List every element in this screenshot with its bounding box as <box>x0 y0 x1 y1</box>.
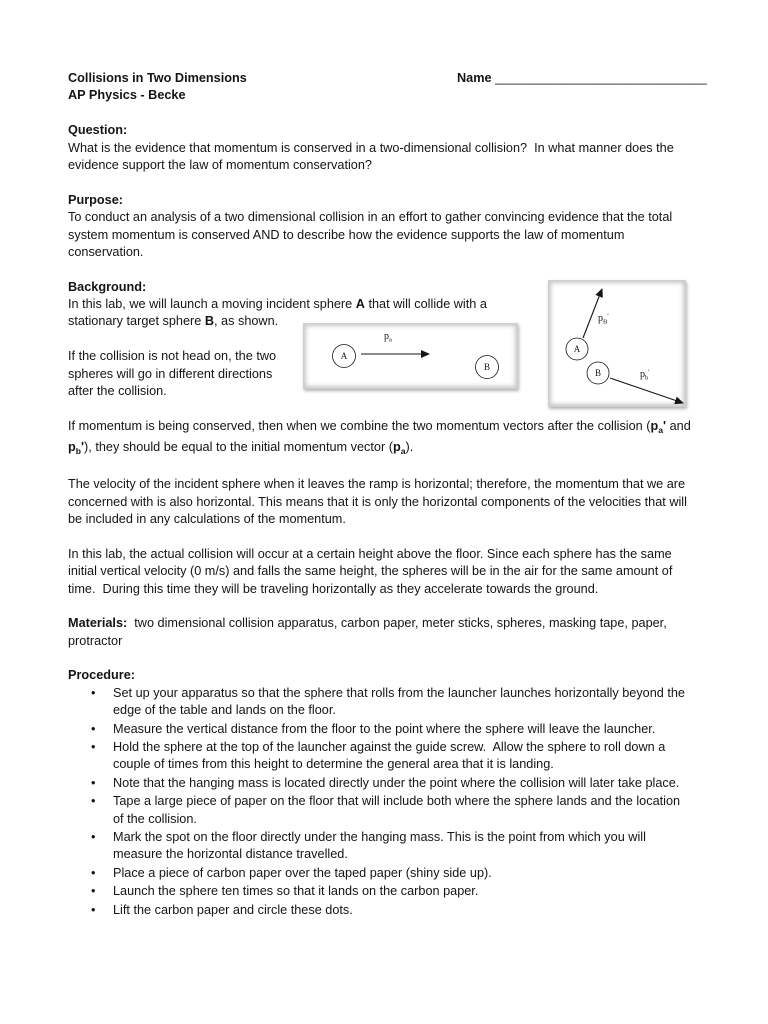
background-side-line: spheres will go in different directions <box>68 366 273 381</box>
bullet-icon: • <box>91 794 96 809</box>
momentum-line-2 <box>68 439 728 456</box>
purpose-text-line: To conduct an analysis of a two dimensional collision in an effort to gather convincing evidence that the total <box>68 210 673 225</box>
height-text-line: time. During this time they will be traveling horizontally as they accelerate towards the ground. <box>68 581 599 596</box>
velocity-text-line: The velocity of the incident sphere when it leaves the ramp is horizontal; therefore, the momentum that we are <box>68 477 686 492</box>
materials-heading: Materials: <box>68 616 128 631</box>
question-text-line: evidence support the law of momentum conservation? <box>68 157 372 172</box>
purpose-heading: Purpose: <box>68 192 123 207</box>
height-text-line: In this lab, the actual collision will occur at a certain height above the floor. Since each sphere has the same <box>68 546 672 561</box>
symbol-base: p <box>650 418 659 433</box>
intro-text: stationary target sphere <box>68 314 205 329</box>
materials-list: two dimensional collision apparatus, carbon paper, meter sticks, spheres, masking tape, paper, <box>127 616 667 631</box>
procedure-step-line: Measure the vertical distance from the floor to the point where the sphere will leave the launcher. <box>113 721 656 736</box>
diagram-before-collision <box>303 323 518 389</box>
purpose-text-line: conservation. <box>68 244 144 259</box>
symbol-base: p <box>392 439 401 454</box>
symbol-prime: ' <box>81 439 85 454</box>
procedure-step-line: Launch the sphere ten times so that it lands on the carbon paper. <box>113 884 479 899</box>
procedure-step <box>68 793 728 828</box>
procedure-step <box>68 685 728 720</box>
name-field <box>457 70 707 87</box>
final-momentum-b-arrow <box>610 378 683 403</box>
symbol-base: p <box>68 439 76 454</box>
background-side-line: If the collision is not head on, the two <box>68 349 277 364</box>
procedure-step-line: measure the horizontal distance travelled. <box>113 847 348 862</box>
bullet-icon: • <box>91 865 96 880</box>
procedure-step <box>68 865 728 882</box>
initial-momentum-label: $p_a$ <box>384 331 392 344</box>
page-title: Collisions in Two Dimensions <box>68 71 247 85</box>
bullet-icon: • <box>91 830 96 844</box>
momentum-text: ). <box>405 439 414 454</box>
background-heading: Background: <box>68 279 147 294</box>
procedure-step-line: Tape a large piece of paper on the floor that will include both where the sphere lands and the location <box>113 794 681 809</box>
procedure-step <box>68 883 728 900</box>
p-a-initial-symbol <box>392 439 406 457</box>
momentum-text: ), they should be equal to the initial momentum vector ( <box>84 439 393 454</box>
bullet-icon: • <box>91 775 96 790</box>
background-side-line: after the collision. <box>68 384 167 399</box>
sphere-a-label: A <box>340 351 348 362</box>
materials-line: protractor <box>68 633 123 648</box>
question-heading: Question: <box>68 123 128 138</box>
procedure-step-line: Place a piece of carbon paper over the taped paper (shiny side up). <box>113 865 492 880</box>
procedure-step-line: Set up your apparatus so that the sphere that rolls from the launcher launches horizontally beyond the <box>113 685 685 700</box>
bullet-icon: • <box>91 902 96 917</box>
symbol-subscript: a <box>658 425 664 436</box>
intro-text: , as shown. <box>214 314 279 329</box>
momentum-text: If momentum is being conserved, then when we combine the two momentum vectors after the collision ( <box>68 418 651 433</box>
materials-line <box>68 615 728 632</box>
procedure-step-line: edge of the table and lands on the floor. <box>113 703 336 718</box>
procedure-step-line: couple of times from this height to determine the general area that it is landing. <box>113 757 554 772</box>
final-momentum-b-label: $p_b'$ <box>640 368 650 382</box>
procedure-step <box>68 829 728 864</box>
title-row <box>68 70 728 87</box>
velocity-text-line: concerned with is also horizontal. This means that it is only the horizontal components of the velocities that will <box>68 494 687 509</box>
course-subtitle: AP Physics - Becke <box>68 88 186 103</box>
sphere-a-name: A <box>355 297 365 312</box>
momentum-text: and <box>666 418 691 433</box>
document-body <box>68 70 728 920</box>
sphere-b-name: B <box>204 314 214 329</box>
symbol-prime: ' <box>663 418 667 433</box>
height-text-line: initial vertical velocity (0 m/s) and falls the same height, the spheres will be in the air for the same amount of <box>68 564 673 579</box>
procedure-step <box>68 739 728 774</box>
p-a-prime-symbol <box>650 418 667 436</box>
name-blank-line: ______________________________ <box>495 71 707 85</box>
symbol-subscript: b <box>75 446 82 457</box>
p-b-prime-symbol <box>68 439 85 457</box>
symbol-subscript: a <box>400 446 406 457</box>
procedure-step <box>68 775 728 792</box>
question-text-line: What is the evidence that momentum is conserved in a two-dimensional collision? In what manner does the <box>68 140 674 155</box>
sphere-b-label: B <box>594 368 602 379</box>
diagram-after-svg <box>549 281 687 408</box>
procedure-heading: Procedure: <box>68 668 135 683</box>
intro-text: In this lab, we will launch a moving incident sphere <box>68 297 356 312</box>
diagram-before-svg <box>304 324 519 390</box>
intro-text: that will collide with a <box>364 297 487 312</box>
procedure-step-line: Mark the spot on the floor directly under the hanging mass. This is the point from which you will <box>113 830 646 844</box>
procedure-step-line: Note that the hanging mass is located directly under the point where the collision will later take place. <box>113 775 680 790</box>
purpose-text-line: system momentum is conserved AND to describe how the evidence supports the law of momentum <box>68 227 625 242</box>
bullet-icon: • <box>91 884 96 899</box>
procedure-step-line: Lift the carbon paper and circle these dots. <box>113 902 353 917</box>
bullet-icon: • <box>91 740 96 755</box>
bullet-icon: • <box>91 685 96 700</box>
diagram-after-collision <box>548 280 686 407</box>
sphere-a-label: A <box>573 344 581 355</box>
velocity-text-line: be included in any calculations of the momentum. <box>68 511 346 526</box>
name-label: Name <box>457 71 492 85</box>
final-momentum-a-label: $p_B'$ <box>598 312 609 326</box>
momentum-line-1 <box>68 418 728 435</box>
bullet-icon: • <box>91 721 96 736</box>
procedure-step-line: of the collision. <box>113 811 197 826</box>
procedure-step-line: Hold the sphere at the top of the launcher against the guide screw. Allow the sphere to roll down a <box>113 740 666 755</box>
sphere-b-label: B <box>483 362 491 373</box>
procedure-step <box>68 902 728 919</box>
procedure-step <box>68 721 728 738</box>
